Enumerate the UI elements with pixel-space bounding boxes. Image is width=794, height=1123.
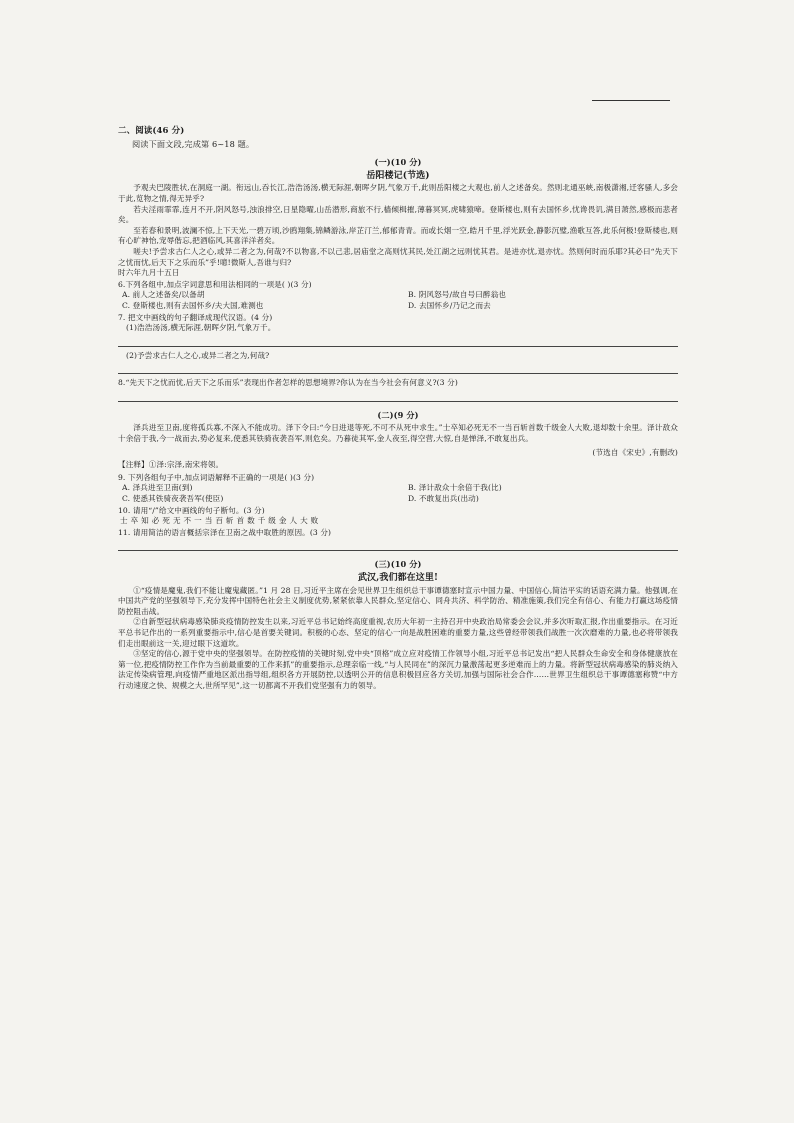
part1-label: (一)(10 分)	[374, 157, 422, 168]
part3-title: 武汉,我们都在这里!	[357, 573, 439, 583]
part3-label: (三)(10 分)	[374, 559, 422, 570]
question-6: 6.下列各组中,加点字词意思和用法相同的一项是( )(3 分)	[118, 279, 312, 289]
question-7-2: (2)予尝求古仁人之心,或异二者之为,何哉?	[126, 350, 270, 360]
part3-paragraph-1: ①“疫情是魔鬼,我们不能让魔鬼藏匿。”1 月 28 日,习近平主席在会见世界卫生组织总干事谭德塞时宣示中国力量、中国信心,简洁平实的话语充满力量。他强调,在中国共产党的坚强领导下,充分发挥中国特色社会主义制度优势,紧紧依靠人民群众,坚定信心、同舟共济、科学防治、精准施策,我们完全有信心、有能力打赢这场疫情防控阻击战。	[118, 585, 678, 616]
answer-line	[118, 336, 678, 347]
section-intro: 阅读下面文段,完成第 6~18 题。	[132, 138, 255, 149]
question-9-options	[122, 483, 678, 504]
q6-option-d: D. 去国怀乡/乃记之而去	[408, 300, 491, 310]
part3-paragraph-3: ③坚定的信心,源于党中央的坚强领导。在防控疫情的关键时刻,党中央“顶格”成立应对疫情工作领导小组,习近平总书记发出“把人民群众生命安全和身体健康放在第一位,把疫情防控工作作为当前最重要的工作来抓”的重要指示,总理亲临一线,“与人民同在”的深沉力量激荡起更多逆难而上的力量。将新型冠状病毒感染的肺炎纳入法定传染病管理,向疫情严重地区派出指导组,组织各方开展防控,以透明公开的信息积极回应各方关切,加强与国际社会合作……世界卫生组织总干事谭德塞称赞“中方行动速度之快、规模之大,世所罕见”,这一切都离不开我们党坚强有力的领导。	[118, 649, 678, 690]
question-8: 8.“先天下之忧而忧,后天下之乐而乐”表现出作者怎样的思想境界?你认为在当今社会有何意义?(3 分)	[118, 378, 458, 388]
part2-paragraph: 泽兵进至卫南,度将孤兵寡,不深入不能成功。泽下令曰:“今日进退等死,不可不从死中求生。”士卒知必死无不一当百斩首数千级金人大败,退却数十余里。泽计敌众十余倍于我,今一战而去,势必复来,使悉其铁骑夜袭吾军,则危矣。乃暮徒其军,金人夜至,得空营,大惊,自是惮泽,不敢复出兵。	[118, 423, 678, 444]
question-11: 11. 请用简洁的语言概括宗泽在卫南之战中取胜的原因。(3 分)	[118, 527, 332, 537]
part2-source: (节选自《宋史》,有删改)	[592, 447, 678, 457]
question-6-options	[122, 290, 678, 311]
part3-paragraph-2: ②自新型冠状病毒感染肺炎疫情防控发生以来,习近平总书记始终高度重视,农历大年初一主持召开中央政治局常委会会议,并多次听取汇报,作出重要指示。在习近平总书记作出的一系列重要指示中,信心是首要关键词。积极的心态、坚定的信心一向是战胜困难的重要力量,这些曾经带领我们战胜一次次磨难的力量,也必将带领我们走出眼前这一关,迎过眼下这道坎。	[118, 617, 678, 648]
q6-option-b: B. 阴风怒号/故自号曰醉翁也	[408, 290, 506, 300]
q6-option-a: A. 前人之述备矣/以备胡	[122, 290, 205, 300]
q9-option-b: B. 泽计敌众十余倍于我(比)	[408, 483, 502, 493]
question-10: 10. 请用“/”给文中画线的句子断句。(3 分)	[118, 505, 265, 515]
part2-label: (二)(9 分)	[377, 409, 419, 420]
part1-paragraph-2: 若夫淫雨霏霏,连月不开,阴风怒号,浊浪排空,日星隐曜,山岳潜形,商旅不行,樯倾楫摧,薄暮冥冥,虎啸猿啼。登斯楼也,则有去国怀乡,忧谗畏讥,满目萧然,感极而悲者矣。	[118, 204, 678, 225]
part1-paragraph-4: 嗟夫!予尝求古仁人之心,或异二者之为,何哉?不以物喜,不以己悲,居庙堂之高则忧其民,处江湖之远则忧其君。是进亦忧,退亦忧。然则何时而乐耶?其必曰“先天下之忧而忧,后天下之乐而乐”乎!噫!微斯人,吾谁与归?	[118, 246, 678, 267]
exam-page	[118, 96, 678, 692]
section-heading: 二、阅读(46 分)	[118, 126, 185, 136]
q9-option-c: C. 使悉其铁骑夜袭吾军(使臣)	[122, 494, 224, 504]
part2-note: 【注释】①泽:宗泽,南宋将领。	[118, 460, 224, 470]
question-10-sentence: 士卒知必死无不一当百斩首数千级金人大败	[120, 516, 322, 526]
part1-paragraph-1: 予观夫巴陵胜状,在洞庭一湖。衔远山,吞长江,浩浩汤汤,横无际涯,朝晖夕阴,气象万千,此则岳阳楼之大观也,前人之述备矣。然则北通巫峡,南极潇湘,迁客骚人,多会于此,览物之情,得无异乎?	[118, 183, 678, 203]
answer-line	[118, 363, 678, 374]
q9-option-d: D. 不敢复出兵(出动)	[408, 494, 479, 504]
answer-line	[118, 391, 678, 402]
q9-option-a: A. 泽兵进至卫南(到)	[122, 483, 193, 493]
question-7: 7. 把文中画线的句子翻译成现代汉语。(4 分)	[118, 312, 273, 322]
question-9: 9. 下列各组句子中,加点词语解释不正确的一项是( )(3 分)	[118, 472, 315, 482]
part1-date: 时六年九月十五日	[118, 268, 180, 278]
answer-line	[118, 540, 678, 551]
part1-paragraph-3: 至若春和景明,波澜不惊,上下天光,一碧万顷,沙鸥翔集,锦鳞游泳,岸芷汀兰,郁郁青青。而或长烟一空,皓月千里,浮光跃金,静影沉璧,渔歌互答,此乐何极!登斯楼也,则有心旷神怡,宠辱偕忘,把酒临风,其喜洋洋者矣。	[118, 225, 678, 246]
part1-title: 岳阳楼记(节选)	[366, 170, 430, 181]
question-7-1: (1)浩浩汤汤,横无际涯,朝晖夕阴,气象万千。	[126, 323, 276, 333]
q6-option-c: C. 登斯楼也,则有去国怀乡/夫大国,难测也	[122, 300, 264, 310]
